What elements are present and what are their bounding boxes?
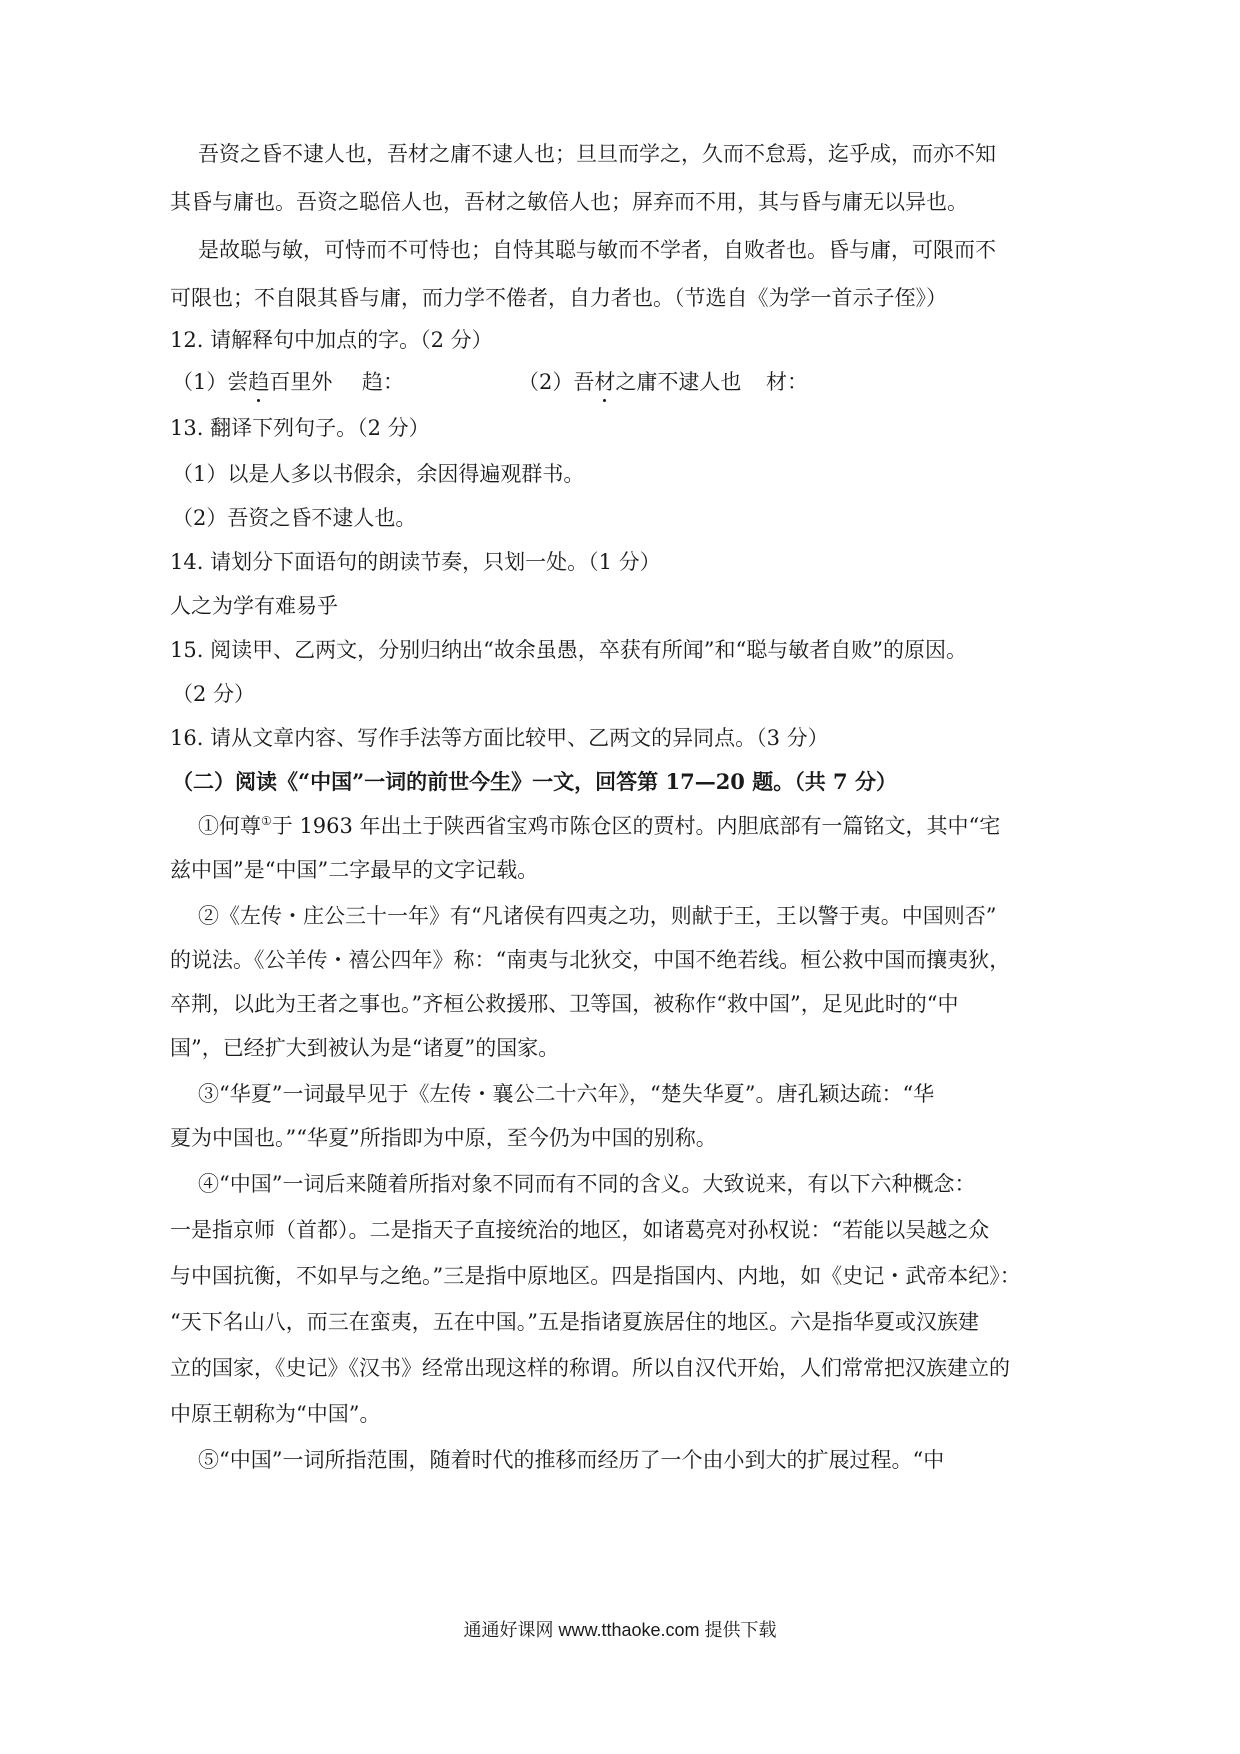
paragraph-line: 与中国抗衡，不如早与之绝。”三是指中原地区。四是指国内、内地，如《史记・武帝本纪》：: [170, 1264, 1021, 1288]
paragraph-line: 其昏与庸也。吾资之聪倍人也，吾材之敏倍人也；屏弃而不用，其与昏与庸无以异也。: [170, 190, 968, 214]
p1-text: ①何尊: [198, 814, 261, 838]
question-16: 16. 请从文章内容、写作手法等方面比较甲、乙两文的异同点。（3 分）: [170, 726, 829, 750]
dotted-char: 趋: [248, 370, 270, 394]
q12-2-answer-label: 材：: [766, 370, 808, 394]
paragraph-line: ④“中国”一词后来随着所指对象不同而有不同的含义。大致说来，有以下六种概念：: [198, 1172, 976, 1196]
section-heading: （二）阅读《“中国”一词的前世今生》一文，回答第 17—20 题。（共 7 分）: [172, 769, 897, 794]
paragraph-line: 吾资之昏不逮人也，吾材之庸不逮人也；旦旦而学之，久而不怠焉，迄乎成，而亦不知: [198, 142, 996, 166]
paragraph-line: 可限也；不自限其昏与庸，而力学不倦者，自力者也。（节选自《为学一首示子侄》）: [170, 286, 947, 310]
question-12-item-2: [518, 368, 741, 396]
question-12: 12. 请解释句中加点的字。（2 分）: [170, 328, 493, 352]
footnote-marker: ①: [261, 814, 272, 828]
q12-1-text: （1）尝: [172, 370, 249, 394]
paragraph-line: [198, 812, 1000, 840]
q12-1-text-end: 百里外: [269, 370, 333, 394]
paragraph-line: 一是指京师（首都）。二是指天子直接统治的地区，如诸葛亮对孙权说：“若能以吴越之众: [170, 1218, 990, 1242]
paragraph-line: 立的国家，《史记》《汉书》经常出现这样的称谓。所以自汉代开始，人们常常把汉族建立的: [170, 1356, 1010, 1380]
paragraph-line: 国”，已经扩大到被认为是“诸夏”的国家。: [170, 1036, 560, 1060]
dotted-char: 材: [594, 370, 616, 394]
paragraph-line: 中原王朝称为“中国”。: [170, 1402, 381, 1426]
paragraph-line: 是故聪与敏，可恃而不可恃也；自恃其聪与敏而不学者，自败者也。昏与庸，可限而不: [198, 238, 996, 262]
page-footer: 通通好课网 www.tthaoke.com 提供下载: [463, 1620, 777, 1640]
paragraph-line: 的说法。《公羊传・禧公四年》称：“南夷与北狄交，中国不绝若线。桓公救中国而攘夷狄，: [170, 948, 1011, 972]
paragraph-line: 夏为中国也。”“华夏”所指即为中原，至今仍为中国的别称。: [170, 1126, 717, 1150]
q12-2-text-end: 之庸不逮人也: [615, 370, 742, 394]
paragraph-line: “天下名山八，而三在蛮夷，五在中国。”五是指诸夏族居住的地区。六是指华夏或汉族建: [170, 1310, 979, 1334]
question-14: 14. 请划分下面语句的朗读节奏，只划一处。（1 分）: [170, 550, 661, 574]
p1-text-end: 于 1963 年出土于陕西省宝鸡市陈仓区的贾村。内胆底部有一篇铭文，其中“宅: [271, 814, 1001, 838]
question-12-item-1: [172, 368, 332, 396]
paragraph-line: ③“华夏”一词最早见于《左传・襄公二十六年》，“楚失华夏”。唐孔颖达疏：“华: [198, 1082, 935, 1106]
q12-2-text: （2）吾: [518, 370, 595, 394]
paragraph-line: ②《左传・庄公三十一年》有“凡诸侯有四夷之功，则献于王，王以警于夷。中国则否”: [198, 904, 997, 928]
q12-1-answer-label: 趋：: [362, 370, 404, 394]
question-15: 15. 阅读甲、乙两文，分别归纳出“故余虽愚，卒获有所闻”和“聪与敏者自败”的原因。: [170, 638, 968, 662]
paragraph-line: ⑤“中国”一词所指范围，随着时代的推移而经历了一个由小到大的扩展过程。“中: [198, 1448, 945, 1472]
question-15-score: （2 分）: [172, 682, 256, 706]
question-13-item-2: （2）吾资之昏不逮人也。: [172, 506, 417, 530]
paragraph-line: 卒荆，以此为王者之事也。”齐桓公救援邢、卫等国，被称作“救中国”，足见此时的“中: [170, 992, 959, 1016]
question-14-sentence: 人之为学有难易乎: [170, 594, 338, 618]
question-13: 13. 翻译下列句子。（2 分）: [170, 416, 430, 440]
question-13-item-1: （1）以是人多以书假余，余因得遍观群书。: [172, 462, 585, 486]
paragraph-line: 兹中国”是“中国”二字最早的文字记载。: [170, 858, 539, 882]
